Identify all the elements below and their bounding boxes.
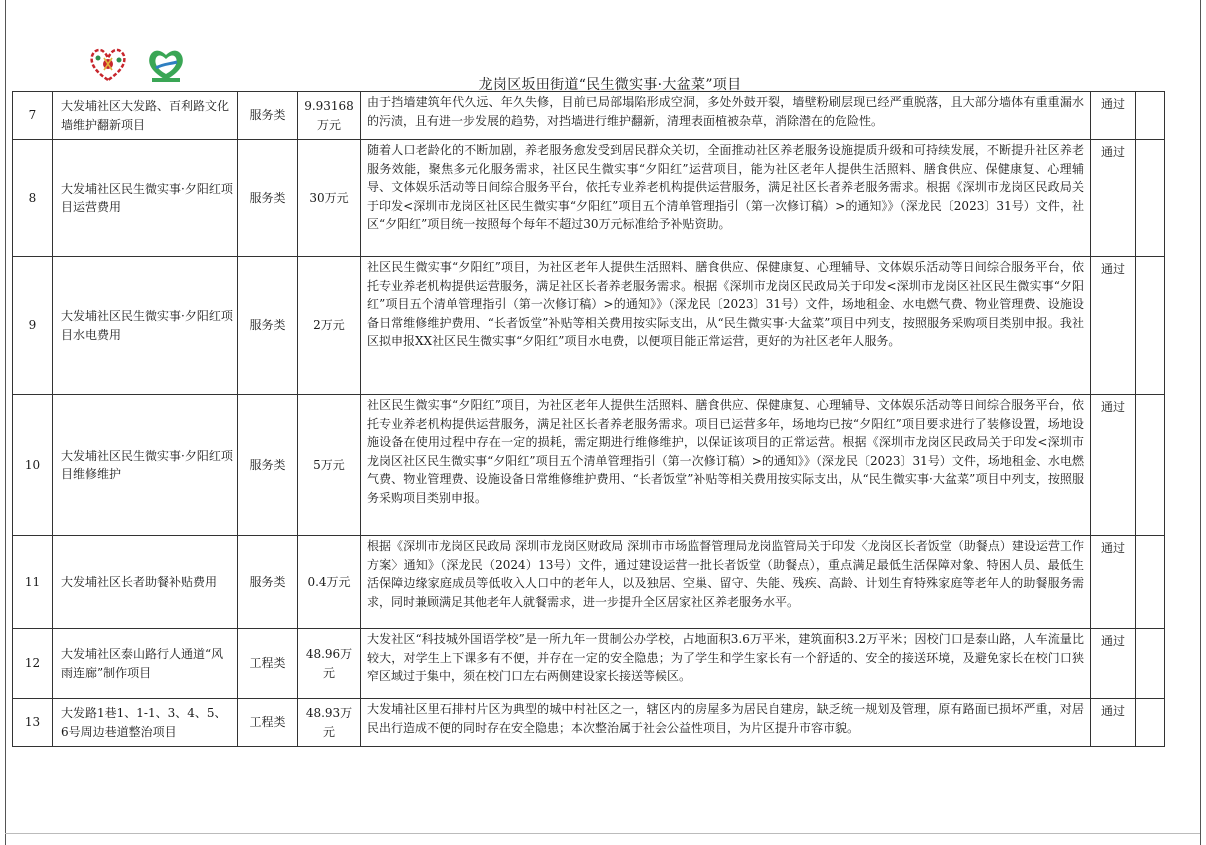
review-result: 通过 — [1091, 257, 1136, 395]
project-description: 大发埔社区里石排村片区为典型的城中村社区之一，辖区内的房屋多为居民自建房，缺乏统一规划及管理，原有路面已损坏严重，对居民出行造成不便的同时存在安全隐患；本次整治属于社会公益性项目，为片区提升市容市貌。 — [361, 699, 1091, 747]
project-name: 大发路1巷1、1-1、3、4、5、6号周边巷道整治项目 — [53, 699, 238, 747]
project-amount: 0.4万元 — [298, 536, 361, 629]
page-frame-left — [5, 0, 6, 845]
review-result: 通过 — [1091, 536, 1136, 629]
review-result: 通过 — [1091, 140, 1136, 257]
table-row — [13, 140, 1165, 257]
table-row — [13, 536, 1165, 629]
project-description: 由于挡墙建筑年代久远、年久失修，目前已局部塌陷形成空洞，多处外鼓开裂，墙壁粉刷层现已经严重脱落，且大部分墙体有重重漏水的污渍，且有进一步发展的趋势，对挡墙进行维护翻新，清理表面植被杂草，消除潜在的危险性。 — [361, 92, 1091, 140]
blank-cell — [1136, 699, 1165, 747]
project-name: 大发埔社区大发路、百利路文化墙维护翻新项目 — [53, 92, 238, 140]
blank-cell — [1136, 536, 1165, 629]
review-result: 通过 — [1091, 395, 1136, 536]
row-number: 11 — [13, 536, 53, 629]
project-category: 服务类 — [238, 257, 298, 395]
project-description: 社区民生微实事“夕阳红”项目，为社区老年人提供生活照料、膳食供应、保健康复、心理辅导、文体娱乐活动等日间综合服务平台，依托专业养老机构提供运营服务，满足社区长者养老服务需求。根据《深圳市龙岗区民政局关于印发<深圳市龙岗区社区民生微实事“夕阳红”项目五个清单管理指引（第一次修订稿）>的通知》》（深龙民〔2023〕31号）文件，场地租金、水电燃气费、物业管理费、设施设备日常维修维护费用、“长者饭堂”补贴等相关费用按实际支出，从“民生微实事·大盆菜”项目中列支，按照服务采购项目类别申报。我社区拟申报XX社区民生微实事“夕阳红”项目水电费，以便项目能正常运营，更好的为社区老年人服务。 — [361, 257, 1091, 395]
community-logo-icon — [144, 44, 188, 84]
party-logo-icon — [86, 44, 130, 84]
row-number: 10 — [13, 395, 53, 536]
project-description: 大发社区“科技城外国语学校”是一所九年一贯制公办学校，占地面积3.6万平米，建筑面积3.2万平米；因校门口是泰山路，人车流量比较大，对学生上下课多有不便，并存在一定的安全隐患；为了学生和学生家长有一个舒适的、安全的接送环境，及避免家长在校门口狭窄区域过于集中，须在校门口左右两侧建设家长接送等候区。 — [361, 629, 1091, 699]
project-description: 随着人口老龄化的不断加剧，养老服务愈发受到居民群众关切，全面推动社区养老服务设施提质升级和可持续发展，不断提升社区养老服务效能，聚焦多元化服务需求，社区民生微实事“夕阳红”运营项目，能为社区老年人提供生活照料、膳食供应、保健康复、心理辅导、文体娱乐活动等日间综合服务平台，依托专业养老机构提供运营服务，满足社区长者养老服务需求。根据《深圳市龙岗区民政局关于印发<深圳市龙岗区社区民生微实事“夕阳红”项目五个清单管理指引（第一次修订稿）>的通知》》（深龙民〔2023〕31号）文件，社区“夕阳红”项目统一按照每个每年不超过30万元标准给予补贴资助。 — [361, 140, 1091, 257]
header-logos — [86, 44, 188, 88]
row-number: 12 — [13, 629, 53, 699]
project-name: 大发埔社区民生微实事·夕阳红项目水电费用 — [53, 257, 238, 395]
project-amount: 48.96万元 — [298, 629, 361, 699]
project-category: 工程类 — [238, 629, 298, 699]
review-result: 通过 — [1091, 92, 1136, 140]
project-category: 服务类 — [238, 140, 298, 257]
project-amount: 5万元 — [298, 395, 361, 536]
row-number: 7 — [13, 92, 53, 140]
review-result: 通过 — [1091, 699, 1136, 747]
blank-cell — [1136, 140, 1165, 257]
page-bottom-line — [5, 833, 1200, 834]
table-row — [13, 699, 1165, 747]
table-row — [13, 257, 1165, 395]
project-amount: 48.93万元 — [298, 699, 361, 747]
blank-cell — [1136, 629, 1165, 699]
page-frame-right — [1200, 0, 1201, 845]
project-name: 大发埔社区民生微实事·夕阳红项目运营费用 — [53, 140, 238, 257]
project-amount: 9.93168万元 — [298, 92, 361, 140]
project-table — [12, 91, 1165, 747]
blank-cell — [1136, 395, 1165, 536]
table-row — [13, 92, 1165, 140]
project-category: 服务类 — [238, 536, 298, 629]
project-description: 社区民生微实事“夕阳红”项目，为社区老年人提供生活照料、膳食供应、保健康复、心理辅导、文体娱乐活动等日间综合服务平台，依托专业养老机构提供运营服务，满足社区长者养老服务需求。项目已运营多年，场地均已按“夕阳红”项目要求进行了装修设置，场地设施设备在使用过程中存在一定的损耗，需定期进行维修维护，以保证该项目的正常运营。根据《深圳市龙岗区民政局关于印发<深圳市龙岗区社区民生微实事“夕阳红”项目五个清单管理指引（第一次修订稿）>的通知》》（深龙民〔2023〕31号）文件，场地租金、水电燃气费、物业管理费、设施设备日常维修维护费用、“长者饭堂”补贴等相关费用按实际支出，从“民生微实事·大盆菜”项目中列支，按照服务采购项目类别申报。 — [361, 395, 1091, 536]
project-category: 服务类 — [238, 92, 298, 140]
table-row — [13, 395, 1165, 536]
review-result: 通过 — [1091, 629, 1136, 699]
project-description: 根据《深圳市龙岗区民政局 深圳市龙岗区财政局 深圳市市场监督管理局龙岗监管局关于印发〈龙岗区长者饭堂（助餐点）建设运营工作方案〉通知》（深龙民（2024）13号）文件，通过建设运营一批长者饭堂（助餐点），重点满足最低生活保障对象、特困人员、最低生活保障边缘家庭成员等低收入人口中的老年人，以及独居、空巢、留守、失能、残疾、高龄、计划生育特殊家庭等老年人的助餐服务需求，同时兼顾满足其他老年人就餐需求，进一步提升全区居家社区养老服务水平。 — [361, 536, 1091, 629]
project-category: 工程类 — [238, 699, 298, 747]
project-name: 大发埔社区泰山路行人通道“风雨连廊”制作项目 — [53, 629, 238, 699]
row-number: 9 — [13, 257, 53, 395]
blank-cell — [1136, 257, 1165, 395]
project-name: 大发埔社区长者助餐补贴费用 — [53, 536, 238, 629]
blank-cell — [1136, 92, 1165, 140]
row-number: 8 — [13, 140, 53, 257]
project-amount: 2万元 — [298, 257, 361, 395]
row-number: 13 — [13, 699, 53, 747]
project-name: 大发埔社区民生微实事·夕阳红项目维修维护 — [53, 395, 238, 536]
table-row — [13, 629, 1165, 699]
project-amount: 30万元 — [298, 140, 361, 257]
page-title: 龙岗区坂田街道“民生微实事·大盆菜”项目 — [478, 77, 742, 93]
project-category: 服务类 — [238, 395, 298, 536]
